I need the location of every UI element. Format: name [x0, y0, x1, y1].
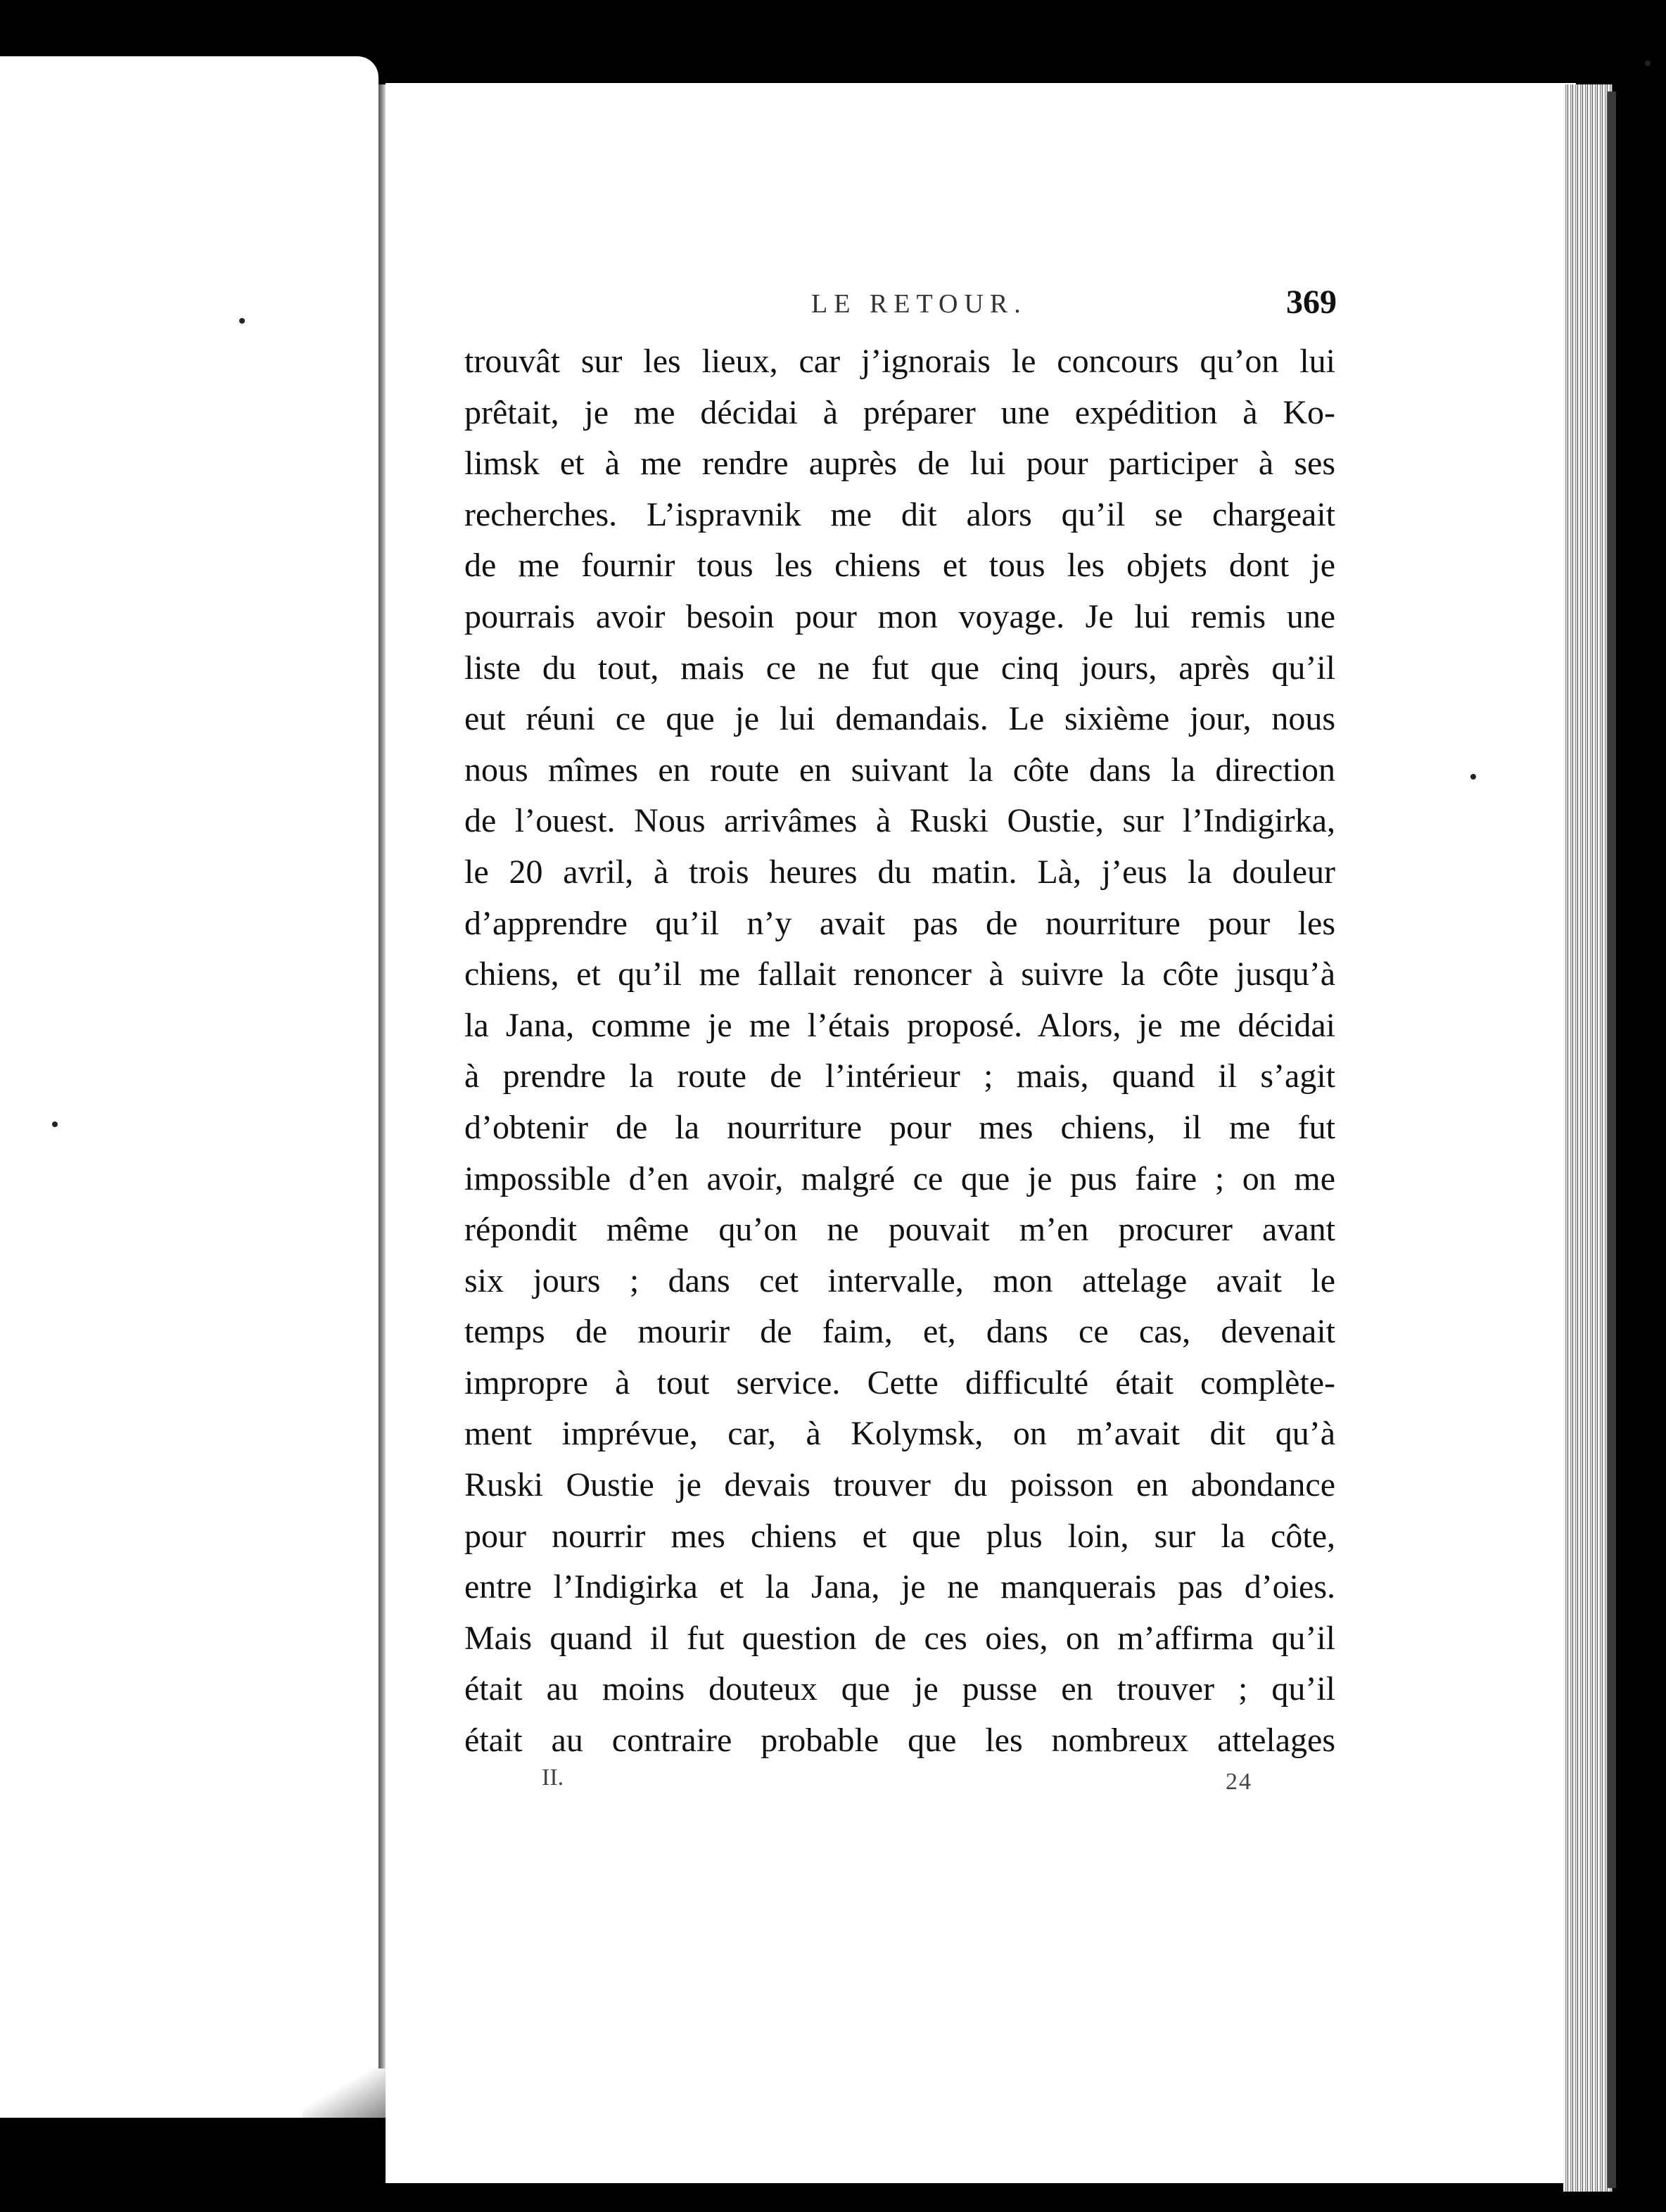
text-line: était au moins douteux que je pusse en trouver ; qu’il: [464, 1670, 1335, 1708]
text-line: la Jana, comme je me l’étais proposé. Alors, je me décidai: [464, 1006, 1335, 1044]
text-line: eut réuni ce que je lui demandais. Le sixième jour, nous: [464, 700, 1335, 738]
text-line: liste du tout, mais ce ne fut que cinq jours, après qu’il: [464, 649, 1335, 687]
text-line: impossible d’en avoir, malgré ce que je pus faire ; on me: [464, 1159, 1335, 1197]
page-number: 369: [1286, 284, 1337, 321]
text-line: de l’ouest. Nous arrivâmes à Ruski Oustie, sur l’Indigirka,: [464, 802, 1335, 840]
body-text: [464, 336, 1335, 1767]
text-line: six jours ; dans cet intervalle, mon attelage avait le: [464, 1261, 1335, 1299]
scan-speck: [1645, 61, 1651, 66]
text-line: répondit même qu’on ne pouvait m’en procurer avant: [464, 1211, 1335, 1249]
text-line: ment imprévue, car, à Kolymsk, on m’avait dit qu’à: [464, 1415, 1335, 1453]
signature-mark-right: 24: [1226, 1769, 1252, 1795]
text-line: nous mîmes en route en suivant la côte dans la direction: [464, 751, 1335, 789]
scan-speck: [52, 1121, 58, 1127]
text-line: était au contraire probable que les nombreux attelages: [464, 1722, 1335, 1760]
text-line: recherches. L’ispravnik me dit alors qu’il se chargeait: [464, 495, 1335, 533]
text-line: prêtait, je me décidai à préparer une expédition à Ko-: [464, 393, 1335, 431]
text-line: de me fournir tous les chiens et tous les objets dont je: [464, 547, 1335, 585]
text-line: temps de mourir de faim, et, dans ce cas, devenait: [464, 1313, 1335, 1351]
text-line: d’obtenir de la nourriture pour mes chiens, il me fut: [464, 1108, 1335, 1146]
text-line: le 20 avril, à trois heures du matin. Là, j’eus la douleur: [464, 853, 1335, 891]
running-head: LE RETOUR.: [811, 289, 1027, 319]
scan-speck: [1470, 774, 1476, 780]
text-line: entre l’Indigirka et la Jana, je ne manquerais pas d’oies.: [464, 1568, 1335, 1606]
text-line: impropre à tout service. Cette difficulté était complète-: [464, 1364, 1335, 1401]
text-line: trouvât sur les lieux, car j’ignorais le concours qu’on lui: [464, 343, 1335, 380]
text-line: Mais quand il fut question de ces oies, on m’affirma qu’il: [464, 1619, 1335, 1657]
text-line: pour nourrir mes chiens et que plus loin, sur la côte,: [464, 1517, 1335, 1555]
text-line: chiens, et qu’il me fallait renoncer à suivre la côte jusqu’à: [464, 955, 1335, 993]
scan-speck: [239, 318, 245, 324]
text-line: d’apprendre qu’il n’y avait pas de nourriture pour les: [464, 904, 1335, 942]
text-line: Ruski Oustie je devais trouver du poisson en abondance: [464, 1466, 1335, 1504]
text-line: limsk et à me rendre auprès de lui pour participer à ses: [464, 445, 1335, 483]
text-line: pourrais avoir besoin pour mon voyage. Je lui remis une: [464, 597, 1335, 635]
signature-mark-left: II.: [542, 1765, 564, 1791]
text-line: à prendre la route de l’intérieur ; mais, quand il s’agit: [464, 1057, 1335, 1095]
